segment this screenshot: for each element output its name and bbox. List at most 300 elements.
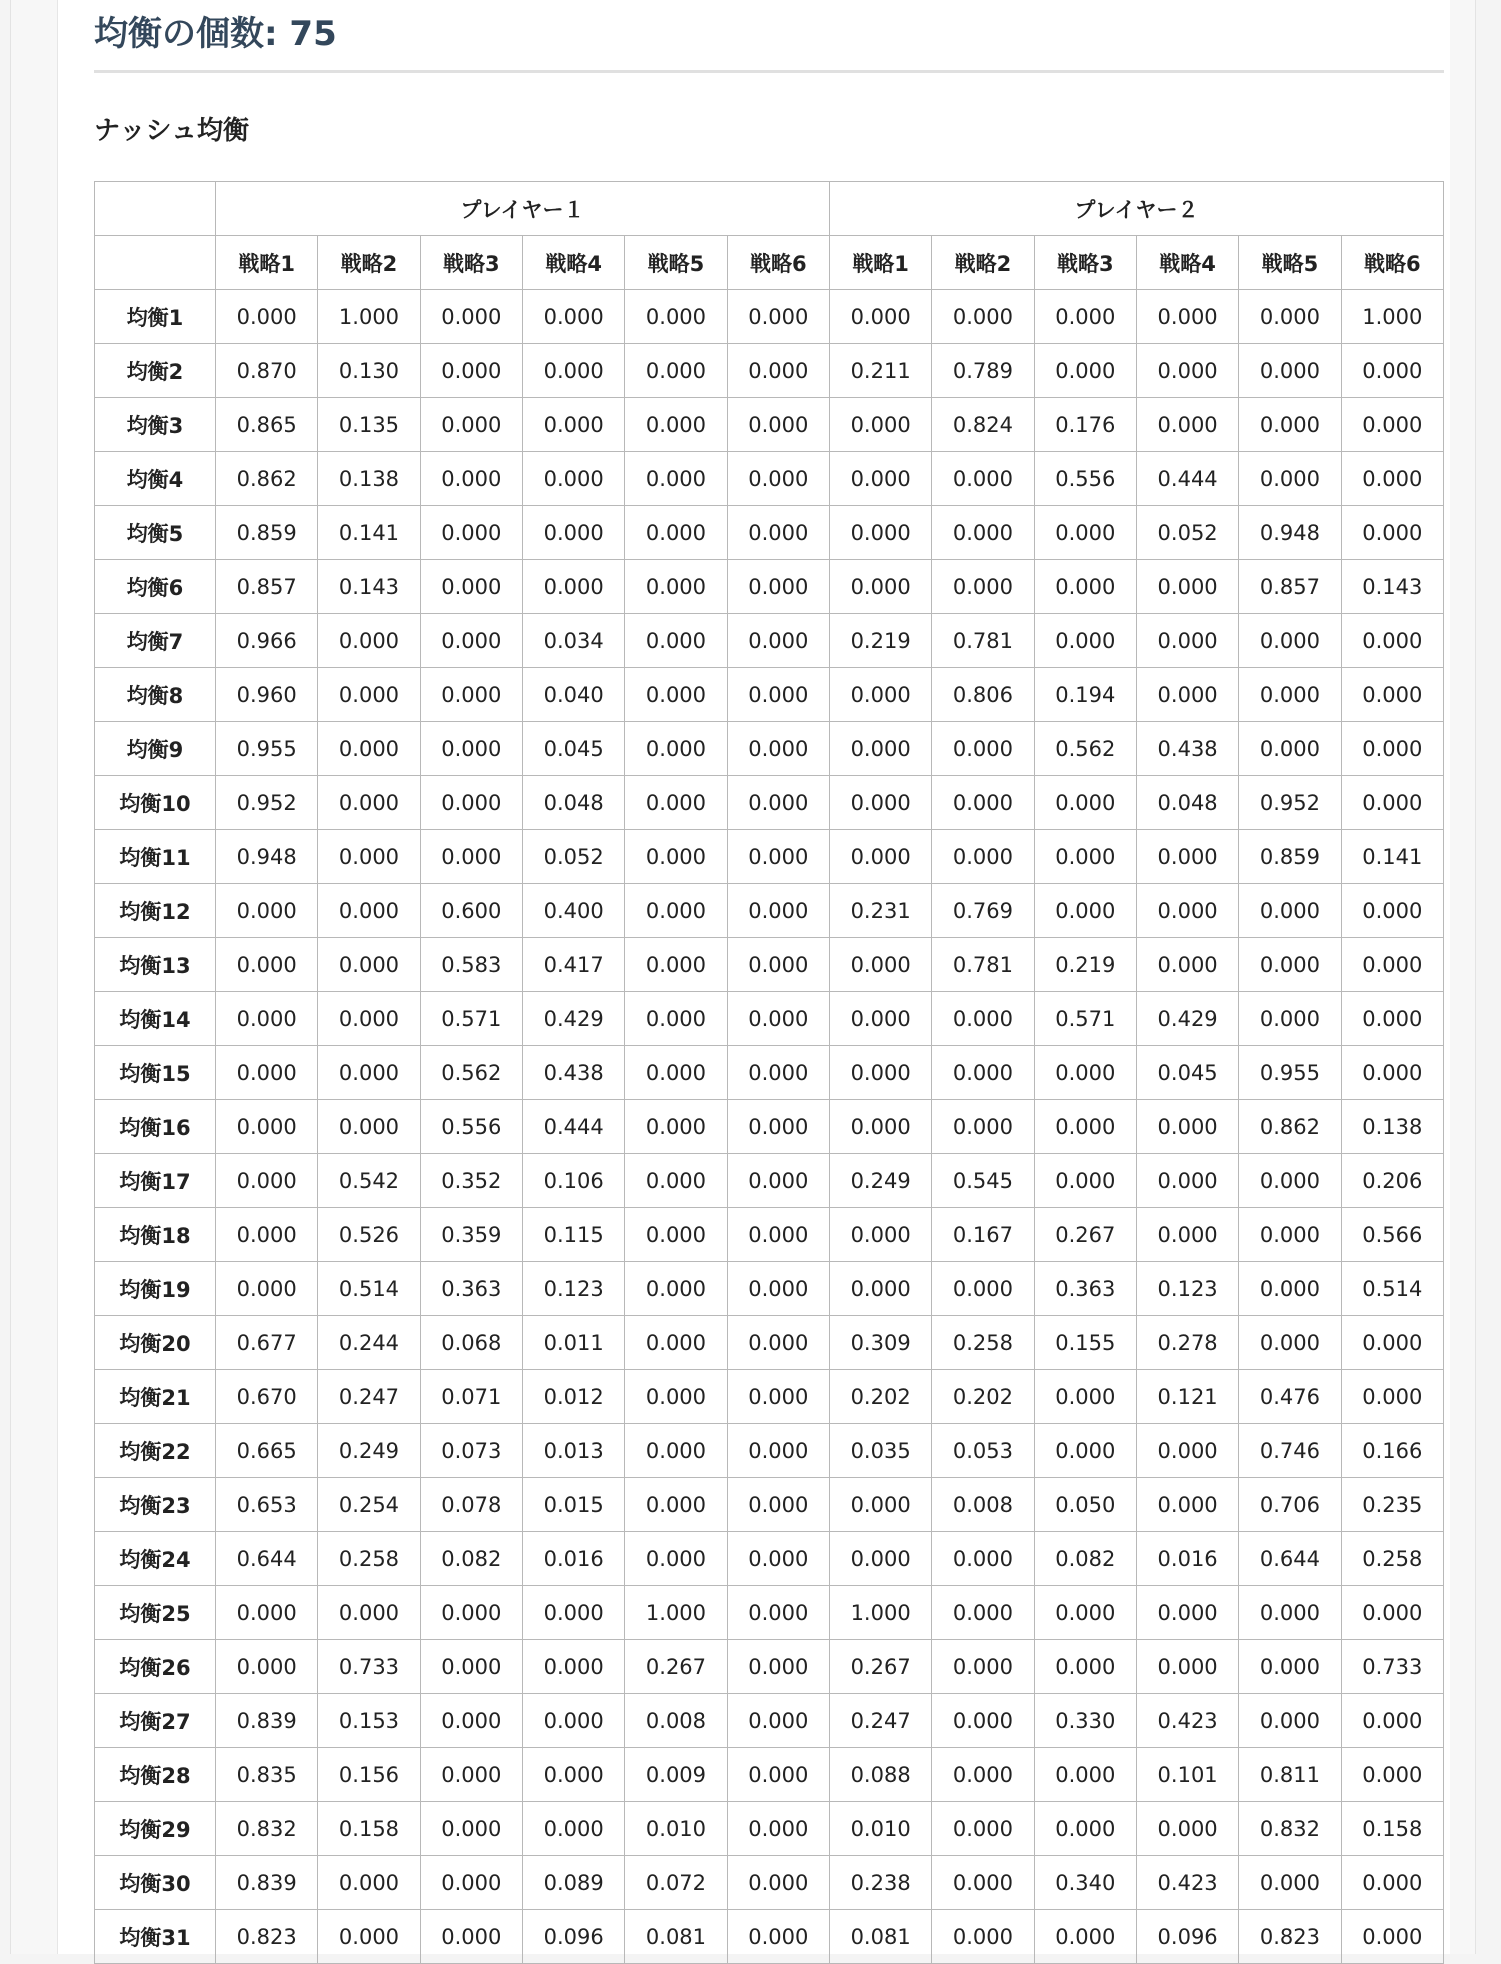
strategy-header-p2-4: 戦略4: [1136, 236, 1238, 290]
p2-probability-cell: 0.000: [1341, 1910, 1443, 1964]
p1-probability-cell: 0.040: [522, 668, 624, 722]
p2-probability-cell: 0.000: [1034, 290, 1136, 344]
p1-probability-cell: 0.247: [318, 1370, 420, 1424]
table-row: [95, 1802, 1444, 1856]
p1-probability-cell: 0.000: [727, 830, 829, 884]
p1-probability-cell: 0.089: [522, 1856, 624, 1910]
p2-probability-cell: 0.000: [1034, 1424, 1136, 1478]
p1-probability-cell: 0.000: [522, 1586, 624, 1640]
p2-probability-cell: 0.211: [829, 344, 931, 398]
p2-probability-cell: 0.706: [1239, 1478, 1341, 1532]
p2-probability-cell: 0.000: [932, 1910, 1034, 1964]
p2-probability-cell: 0.545: [932, 1154, 1034, 1208]
p1-probability-cell: 0.000: [727, 884, 829, 938]
p1-probability-cell: 0.000: [420, 1694, 522, 1748]
p1-probability-cell: 0.000: [727, 992, 829, 1046]
p2-probability-cell: 0.000: [932, 452, 1034, 506]
p2-probability-cell: 0.000: [1136, 1100, 1238, 1154]
p2-probability-cell: 0.000: [829, 1478, 931, 1532]
equilibrium-label: 均衡27: [95, 1694, 216, 1748]
p2-probability-cell: 0.000: [829, 560, 931, 614]
p2-probability-cell: 0.000: [829, 1208, 931, 1262]
equilibrium-label: 均衡25: [95, 1586, 216, 1640]
p1-probability-cell: 0.000: [727, 1316, 829, 1370]
p1-probability-cell: 0.000: [420, 1640, 522, 1694]
p2-probability-cell: 0.000: [1239, 290, 1341, 344]
p1-probability-cell: 0.600: [420, 884, 522, 938]
p2-probability-cell: 0.000: [1341, 344, 1443, 398]
p2-probability-cell: 0.330: [1034, 1694, 1136, 1748]
p1-probability-cell: 0.000: [420, 668, 522, 722]
p1-probability-cell: 0.952: [216, 776, 318, 830]
p2-probability-cell: 0.000: [1341, 1694, 1443, 1748]
p2-probability-cell: 0.000: [829, 1262, 931, 1316]
p1-probability-cell: 0.000: [318, 992, 420, 1046]
p2-probability-cell: 0.235: [1341, 1478, 1443, 1532]
p2-probability-cell: 0.340: [1034, 1856, 1136, 1910]
p2-probability-cell: 0.789: [932, 344, 1034, 398]
p1-probability-cell: 0.000: [727, 1802, 829, 1856]
equilibrium-label: 均衡21: [95, 1370, 216, 1424]
corner-cell: [95, 182, 216, 236]
p2-probability-cell: 1.000: [829, 1586, 931, 1640]
p2-probability-cell: 0.267: [1034, 1208, 1136, 1262]
p1-probability-cell: 0.665: [216, 1424, 318, 1478]
p1-probability-cell: 0.244: [318, 1316, 420, 1370]
p1-probability-cell: 0.562: [420, 1046, 522, 1100]
p1-probability-cell: 0.000: [727, 668, 829, 722]
p2-probability-cell: 0.000: [829, 1532, 931, 1586]
p2-probability-cell: 0.000: [1136, 830, 1238, 884]
p2-probability-cell: 0.000: [1034, 1586, 1136, 1640]
p1-probability-cell: 0.000: [420, 506, 522, 560]
p2-probability-cell: 0.566: [1341, 1208, 1443, 1262]
p2-probability-cell: 0.158: [1341, 1802, 1443, 1856]
p1-probability-cell: 0.000: [216, 938, 318, 992]
table-row: [95, 1208, 1444, 1262]
p2-probability-cell: 0.000: [1034, 560, 1136, 614]
strategy-header-p2-3: 戦略3: [1034, 236, 1136, 290]
p1-probability-cell: 0.000: [318, 722, 420, 776]
p2-probability-cell: 0.000: [1034, 344, 1136, 398]
p1-probability-cell: 0.000: [727, 1856, 829, 1910]
p2-probability-cell: 0.000: [932, 776, 1034, 830]
equilibrium-label: 均衡7: [95, 614, 216, 668]
p1-probability-cell: 0.052: [522, 830, 624, 884]
table-row: [95, 668, 1444, 722]
p1-probability-cell: 0.352: [420, 1154, 522, 1208]
p1-probability-cell: 0.000: [727, 398, 829, 452]
p1-probability-cell: 0.045: [522, 722, 624, 776]
p1-probability-cell: 0.000: [625, 992, 727, 1046]
p2-probability-cell: 0.143: [1341, 560, 1443, 614]
p2-probability-cell: 0.000: [1136, 938, 1238, 992]
strategy-header-p2-5: 戦略5: [1239, 236, 1341, 290]
p1-probability-cell: 0.015: [522, 1478, 624, 1532]
p2-probability-cell: 0.000: [1239, 1208, 1341, 1262]
strategy-header-p1-5: 戦略5: [625, 236, 727, 290]
equilibrium-label: 均衡16: [95, 1100, 216, 1154]
p1-probability-cell: 0.000: [420, 776, 522, 830]
p2-probability-cell: 0.000: [932, 506, 1034, 560]
p2-probability-cell: 0.000: [1341, 1316, 1443, 1370]
p2-probability-cell: 0.088: [829, 1748, 931, 1802]
equilibrium-label: 均衡3: [95, 398, 216, 452]
table-row: [95, 992, 1444, 1046]
p2-probability-cell: 0.000: [932, 1586, 1034, 1640]
table-header: [95, 182, 1444, 290]
p1-probability-cell: 0.115: [522, 1208, 624, 1262]
p1-probability-cell: 0.000: [625, 614, 727, 668]
p2-probability-cell: 0.238: [829, 1856, 931, 1910]
p2-probability-cell: 0.000: [1136, 560, 1238, 614]
p1-probability-cell: 0.955: [216, 722, 318, 776]
p1-probability-cell: 0.000: [727, 938, 829, 992]
p2-probability-cell: 0.000: [1034, 1100, 1136, 1154]
p1-probability-cell: 0.156: [318, 1748, 420, 1802]
p1-probability-cell: 0.000: [625, 1478, 727, 1532]
p2-probability-cell: 0.000: [1136, 1478, 1238, 1532]
p2-probability-cell: 0.000: [1034, 1910, 1136, 1964]
p1-probability-cell: 0.444: [522, 1100, 624, 1154]
table-row: [95, 1856, 1444, 1910]
equilibrium-label: 均衡18: [95, 1208, 216, 1262]
p2-probability-cell: 0.000: [1239, 884, 1341, 938]
p1-probability-cell: 0.000: [216, 1208, 318, 1262]
p2-probability-cell: 0.857: [1239, 560, 1341, 614]
p1-probability-cell: 0.000: [318, 1910, 420, 1964]
p1-probability-cell: 0.000: [727, 776, 829, 830]
p1-probability-cell: 0.000: [625, 722, 727, 776]
p2-probability-cell: 0.176: [1034, 398, 1136, 452]
p2-probability-cell: 0.862: [1239, 1100, 1341, 1154]
p1-probability-cell: 0.363: [420, 1262, 522, 1316]
p2-probability-cell: 0.000: [829, 452, 931, 506]
p2-probability-cell: 0.429: [1136, 992, 1238, 1046]
p1-probability-cell: 0.000: [522, 1694, 624, 1748]
p2-probability-cell: 0.123: [1136, 1262, 1238, 1316]
equilibrium-label: 均衡24: [95, 1532, 216, 1586]
p2-probability-cell: 0.000: [829, 830, 931, 884]
p2-probability-cell: 0.423: [1136, 1856, 1238, 1910]
p1-probability-cell: 0.000: [727, 1046, 829, 1100]
equilibrium-label: 均衡11: [95, 830, 216, 884]
equilibrium-label: 均衡19: [95, 1262, 216, 1316]
p2-probability-cell: 0.000: [1341, 506, 1443, 560]
p1-probability-cell: 0.249: [318, 1424, 420, 1478]
table-body: [95, 290, 1444, 1964]
p1-probability-cell: 0.081: [625, 1910, 727, 1964]
p2-probability-cell: 0.476: [1239, 1370, 1341, 1424]
p1-probability-cell: 0.123: [522, 1262, 624, 1316]
p2-probability-cell: 0.000: [1034, 1154, 1136, 1208]
p1-probability-cell: 0.082: [420, 1532, 522, 1586]
p2-probability-cell: 0.052: [1136, 506, 1238, 560]
p2-probability-cell: 0.000: [829, 992, 931, 1046]
p1-probability-cell: 1.000: [625, 1586, 727, 1640]
table-row: [95, 1640, 1444, 1694]
player2-header: プレイヤー２: [829, 182, 1443, 236]
p2-probability-cell: 0.952: [1239, 776, 1341, 830]
p1-probability-cell: 0.068: [420, 1316, 522, 1370]
p1-probability-cell: 0.000: [727, 506, 829, 560]
p1-probability-cell: 0.000: [318, 668, 420, 722]
p1-probability-cell: 0.000: [727, 452, 829, 506]
p1-probability-cell: 0.153: [318, 1694, 420, 1748]
p1-probability-cell: 0.000: [420, 830, 522, 884]
p1-probability-cell: 0.644: [216, 1532, 318, 1586]
p2-probability-cell: 0.000: [932, 1532, 1034, 1586]
p2-probability-cell: 0.000: [1239, 614, 1341, 668]
p1-probability-cell: 0.960: [216, 668, 318, 722]
p1-probability-cell: 0.048: [522, 776, 624, 830]
p2-probability-cell: 0.000: [1341, 398, 1443, 452]
p2-probability-cell: 0.000: [1239, 1856, 1341, 1910]
p2-probability-cell: 0.733: [1341, 1640, 1443, 1694]
p2-probability-cell: 0.000: [1341, 1046, 1443, 1100]
p1-probability-cell: 0.857: [216, 560, 318, 614]
p1-probability-cell: 0.267: [625, 1640, 727, 1694]
p2-probability-cell: 0.000: [829, 398, 931, 452]
p1-probability-cell: 0.823: [216, 1910, 318, 1964]
p1-probability-cell: 0.835: [216, 1748, 318, 1802]
p1-probability-cell: 0.009: [625, 1748, 727, 1802]
p2-probability-cell: 0.000: [829, 938, 931, 992]
p1-probability-cell: 0.000: [625, 1424, 727, 1478]
p2-probability-cell: 0.016: [1136, 1532, 1238, 1586]
p1-probability-cell: 0.078: [420, 1478, 522, 1532]
equilibrium-label: 均衡5: [95, 506, 216, 560]
p2-probability-cell: 0.000: [932, 1640, 1034, 1694]
p1-probability-cell: 0.000: [625, 344, 727, 398]
p2-probability-cell: 0.000: [1136, 1640, 1238, 1694]
p1-probability-cell: 0.000: [420, 1910, 522, 1964]
p1-probability-cell: 0.000: [625, 884, 727, 938]
p1-probability-cell: 0.000: [420, 1586, 522, 1640]
p1-probability-cell: 0.000: [318, 938, 420, 992]
p2-probability-cell: 0.514: [1341, 1262, 1443, 1316]
strategy-header-p1-4: 戦略4: [522, 236, 624, 290]
p1-probability-cell: 0.417: [522, 938, 624, 992]
p1-probability-cell: 0.832: [216, 1802, 318, 1856]
p1-probability-cell: 0.000: [420, 452, 522, 506]
p1-probability-cell: 0.966: [216, 614, 318, 668]
p2-probability-cell: 0.000: [932, 290, 1034, 344]
equilibrium-label: 均衡20: [95, 1316, 216, 1370]
p1-probability-cell: 0.130: [318, 344, 420, 398]
p2-probability-cell: 0.000: [1341, 884, 1443, 938]
p1-probability-cell: 0.000: [522, 452, 624, 506]
p2-probability-cell: 0.000: [1341, 452, 1443, 506]
p2-probability-cell: 0.000: [829, 290, 931, 344]
p2-probability-cell: 0.571: [1034, 992, 1136, 1046]
p1-probability-cell: 0.000: [420, 398, 522, 452]
p2-probability-cell: 0.082: [1034, 1532, 1136, 1586]
p1-probability-cell: 0.000: [216, 290, 318, 344]
p1-probability-cell: 0.000: [727, 1100, 829, 1154]
p1-probability-cell: 0.008: [625, 1694, 727, 1748]
equilibrium-label: 均衡2: [95, 344, 216, 398]
p1-probability-cell: 0.000: [727, 1586, 829, 1640]
p1-probability-cell: 0.000: [420, 290, 522, 344]
p2-probability-cell: 0.000: [1341, 776, 1443, 830]
p1-probability-cell: 0.158: [318, 1802, 420, 1856]
p2-probability-cell: 0.000: [1136, 1424, 1238, 1478]
p1-probability-cell: 0.000: [318, 830, 420, 884]
table-row: [95, 1748, 1444, 1802]
p1-probability-cell: 0.400: [522, 884, 624, 938]
p2-probability-cell: 0.832: [1239, 1802, 1341, 1856]
p2-probability-cell: 0.000: [1136, 668, 1238, 722]
p1-probability-cell: 0.000: [420, 614, 522, 668]
p2-probability-cell: 0.000: [932, 1802, 1034, 1856]
p2-probability-cell: 0.166: [1341, 1424, 1443, 1478]
p1-probability-cell: 0.000: [522, 1802, 624, 1856]
p1-probability-cell: 0.000: [420, 1856, 522, 1910]
p1-probability-cell: 0.000: [216, 1046, 318, 1100]
p1-probability-cell: 0.000: [216, 1262, 318, 1316]
table-row: [95, 398, 1444, 452]
strategy-header-p2-1: 戦略1: [829, 236, 931, 290]
p2-probability-cell: 0.000: [932, 1262, 1034, 1316]
p2-probability-cell: 0.781: [932, 938, 1034, 992]
table-row: [95, 1478, 1444, 1532]
p1-probability-cell: 0.000: [522, 506, 624, 560]
p2-probability-cell: 0.000: [1136, 1802, 1238, 1856]
p2-probability-cell: 0.000: [1239, 992, 1341, 1046]
p1-probability-cell: 0.258: [318, 1532, 420, 1586]
p1-probability-cell: 0.000: [625, 1208, 727, 1262]
p2-probability-cell: 0.823: [1239, 1910, 1341, 1964]
p1-probability-cell: 0.839: [216, 1856, 318, 1910]
table-row: [95, 452, 1444, 506]
equilibrium-label: 均衡22: [95, 1424, 216, 1478]
p2-probability-cell: 0.746: [1239, 1424, 1341, 1478]
p1-probability-cell: 0.359: [420, 1208, 522, 1262]
p2-probability-cell: 0.556: [1034, 452, 1136, 506]
p1-probability-cell: 0.839: [216, 1694, 318, 1748]
p1-probability-cell: 0.948: [216, 830, 318, 884]
p2-probability-cell: 0.000: [829, 668, 931, 722]
p2-probability-cell: 0.000: [829, 776, 931, 830]
p1-probability-cell: 0.670: [216, 1370, 318, 1424]
p1-probability-cell: 0.000: [727, 1910, 829, 1964]
table-row: [95, 1910, 1444, 1964]
p2-probability-cell: 0.000: [1034, 830, 1136, 884]
p1-probability-cell: 0.000: [420, 344, 522, 398]
content-inner: [94, 0, 1444, 1950]
p1-probability-cell: 0.012: [522, 1370, 624, 1424]
p1-probability-cell: 0.000: [625, 398, 727, 452]
p1-probability-cell: 0.000: [420, 560, 522, 614]
p1-probability-cell: 0.000: [727, 344, 829, 398]
p2-probability-cell: 0.955: [1239, 1046, 1341, 1100]
strategy-header-p2-2: 戦略2: [932, 236, 1034, 290]
p2-probability-cell: 0.000: [1239, 1262, 1341, 1316]
p2-probability-cell: 0.010: [829, 1802, 931, 1856]
p2-probability-cell: 0.000: [1239, 1640, 1341, 1694]
player-header-row: [95, 182, 1444, 236]
p1-probability-cell: 0.000: [318, 614, 420, 668]
p1-probability-cell: 0.859: [216, 506, 318, 560]
p1-probability-cell: 0.000: [625, 506, 727, 560]
p2-probability-cell: 0.141: [1341, 830, 1443, 884]
p2-probability-cell: 0.155: [1034, 1316, 1136, 1370]
equilibrium-label: 均衡8: [95, 668, 216, 722]
equilibrium-label: 均衡6: [95, 560, 216, 614]
p1-probability-cell: 0.583: [420, 938, 522, 992]
p1-probability-cell: 0.000: [318, 776, 420, 830]
p1-probability-cell: 0.000: [625, 1100, 727, 1154]
p1-probability-cell: 0.073: [420, 1424, 522, 1478]
p1-probability-cell: 0.429: [522, 992, 624, 1046]
p2-probability-cell: 0.000: [1239, 452, 1341, 506]
equilibrium-label: 均衡12: [95, 884, 216, 938]
p2-probability-cell: 0.000: [1136, 884, 1238, 938]
table-row: [95, 344, 1444, 398]
p2-probability-cell: 0.000: [1034, 776, 1136, 830]
equilibrium-label: 均衡30: [95, 1856, 216, 1910]
p2-probability-cell: 0.045: [1136, 1046, 1238, 1100]
p1-probability-cell: 0.526: [318, 1208, 420, 1262]
p2-probability-cell: 0.562: [1034, 722, 1136, 776]
p2-probability-cell: 0.231: [829, 884, 931, 938]
table-row: [95, 1100, 1444, 1154]
equilibrium-label: 均衡4: [95, 452, 216, 506]
p1-probability-cell: 0.000: [625, 776, 727, 830]
p1-probability-cell: 0.000: [216, 1100, 318, 1154]
p2-probability-cell: 0.249: [829, 1154, 931, 1208]
page-background: [10, 0, 1476, 1954]
p1-probability-cell: 0.000: [216, 1640, 318, 1694]
table-row: [95, 1046, 1444, 1100]
p2-probability-cell: 0.258: [1341, 1532, 1443, 1586]
p1-probability-cell: 1.000: [318, 290, 420, 344]
table-row: [95, 884, 1444, 938]
p2-probability-cell: 0.048: [1136, 776, 1238, 830]
equilibrium-label: 均衡17: [95, 1154, 216, 1208]
p1-probability-cell: 0.138: [318, 452, 420, 506]
p2-probability-cell: 0.267: [829, 1640, 931, 1694]
p2-probability-cell: 0.309: [829, 1316, 931, 1370]
p2-probability-cell: 0.053: [932, 1424, 1034, 1478]
p1-probability-cell: 0.000: [625, 938, 727, 992]
p2-probability-cell: 0.258: [932, 1316, 1034, 1370]
p1-probability-cell: 0.000: [727, 1370, 829, 1424]
p2-probability-cell: 0.000: [1239, 722, 1341, 776]
p2-probability-cell: 0.824: [932, 398, 1034, 452]
equilibrium-label: 均衡9: [95, 722, 216, 776]
p1-probability-cell: 0.000: [625, 1532, 727, 1586]
p1-probability-cell: 0.000: [625, 452, 727, 506]
p1-probability-cell: 0.000: [727, 1154, 829, 1208]
p1-probability-cell: 0.862: [216, 452, 318, 506]
p2-probability-cell: 0.000: [1239, 668, 1341, 722]
p1-probability-cell: 0.141: [318, 506, 420, 560]
p1-probability-cell: 0.000: [318, 1100, 420, 1154]
table-row: [95, 938, 1444, 992]
p2-probability-cell: 0.202: [932, 1370, 1034, 1424]
p2-probability-cell: 0.000: [932, 992, 1034, 1046]
table-row: [95, 1262, 1444, 1316]
table-row: [95, 1316, 1444, 1370]
strategy-header-row: [95, 236, 1444, 290]
table-row: [95, 1154, 1444, 1208]
table-row: [95, 776, 1444, 830]
p2-probability-cell: 0.000: [1136, 398, 1238, 452]
p1-probability-cell: 0.106: [522, 1154, 624, 1208]
p1-probability-cell: 0.000: [318, 884, 420, 938]
